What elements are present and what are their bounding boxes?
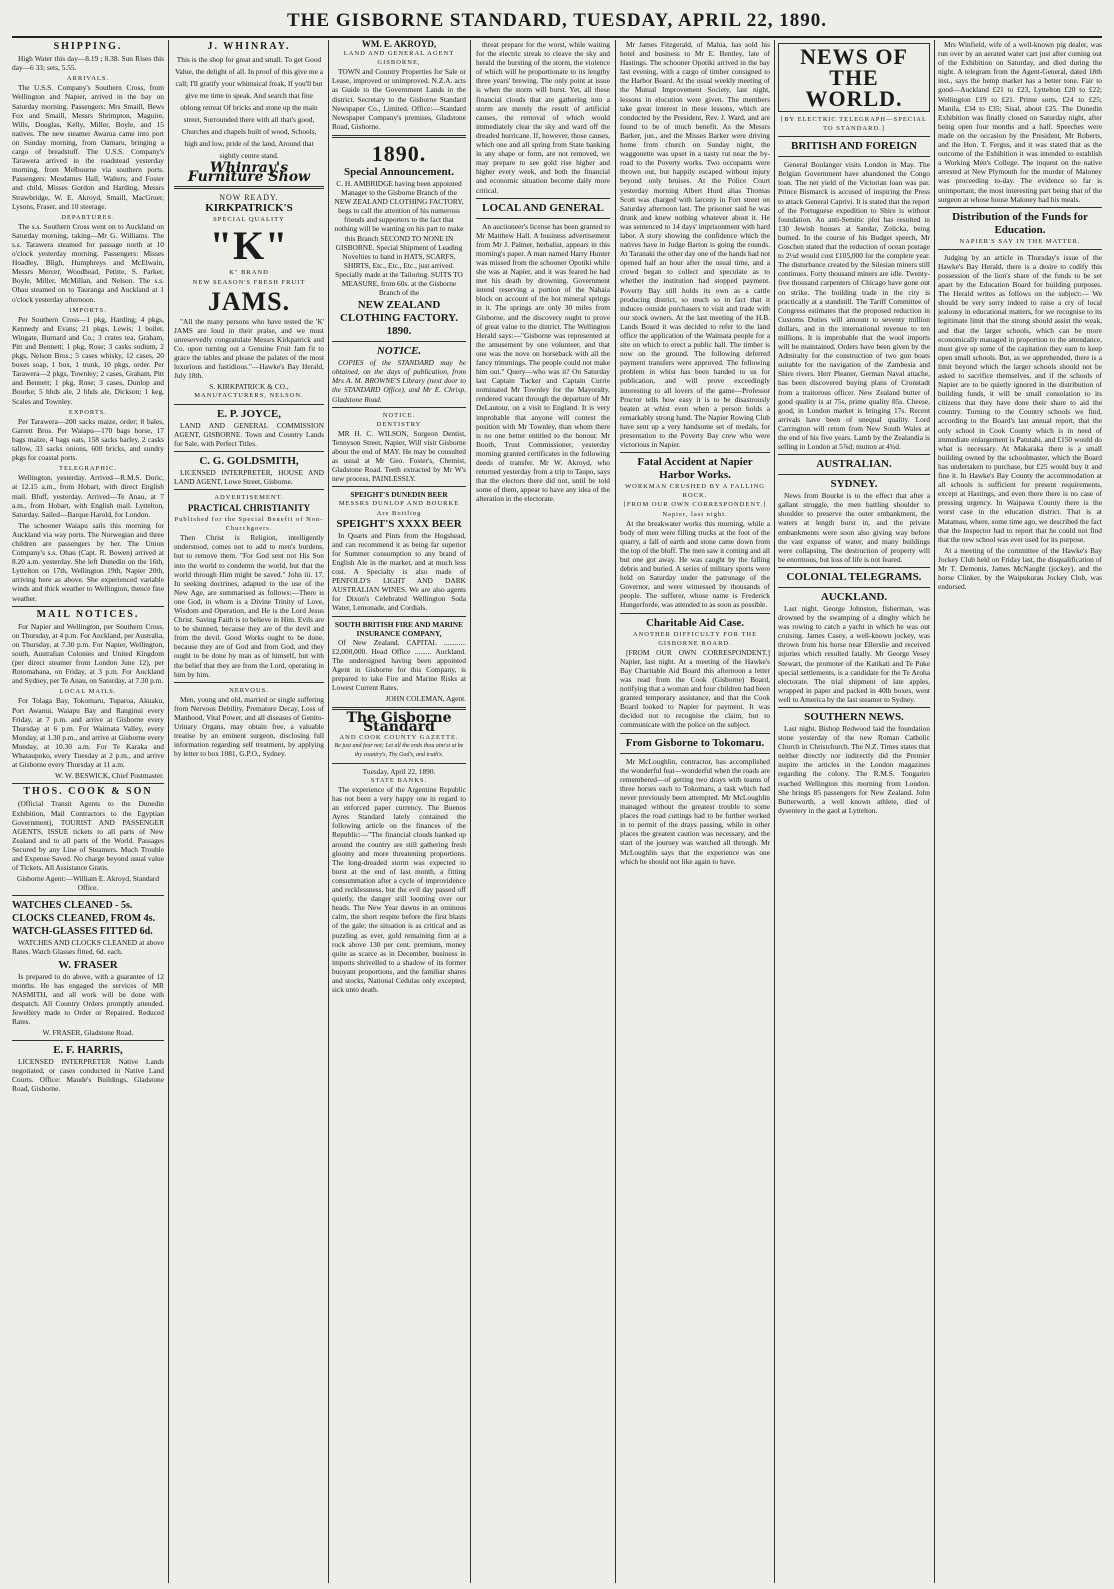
coleman-signature: JOHN COLEMAN, Agent. — [385, 694, 466, 704]
watches-line-3: WATCH-GLASSES FITTED 6d. — [12, 926, 153, 938]
divider — [620, 613, 770, 614]
kirkpatrick-heading: KIRKPATRICK'S — [205, 202, 293, 215]
auckland-text: Last night. George Johnston, fisherman, was drowned by the swamping of a dinghy which he was rowing to catch a yacht in which he was out cruising. James Casey, a well-known jockey, was thrown from his horse near Ellerslie and received injuries which resulted fatally. Mr George Vesey Stewart, the promoter of the Katikati and Te Puke special settlements, is a candidate for the Te Aroha electorate. The trial shipment of late apples, wrapped in paper and packed in 40lb boxes, went well to America by the last steamer to Sydney. — [778, 603, 930, 704]
nzcf-heading: NEW ZEALAND CLOTHING FACTORY. 1890. — [340, 299, 458, 338]
standard-subheading: AND COOK COUNTY GAZETTE. — [339, 733, 459, 741]
imports-heading: IMPORTS. — [69, 306, 107, 314]
divider — [12, 1040, 164, 1041]
practical-text: Then Christ is Religion, intelligently understood, comes not to add to men's burdens, but to remove them. "For God sent not His Son into the world to condemn the world, but that the world through Him might be saved." John iii. 17. In seeking doctrines, adapted to the use of the New Age, are summarised as follows:—There is one God, in whom is a Divine Trinity of Love, Wisdom and Operation, and He is the Lord Jesus Christ. Saving Faith is to believe in Him. Evils are to be shunned, because they are of the devil and from the devil. Good Works ought to be done, because they are of God and from God, and they ought to be done by man as of himself, but with the belief that they are from the Lord, operating in him by him. — [174, 533, 324, 679]
departures-heading: DEPARTURES. — [61, 213, 115, 221]
column-divider — [615, 40, 616, 1583]
napier-accident-from: [FROM OUR OWN CORRESPONDENT.] Napier, last night. — [623, 501, 767, 518]
charitable-text: [FROM OUR OWN CORRESPONDENT.] Napier, last night. At a meeting of the Hawke's Bay Charitable Aid Board this afternoon a letter was read from the Cook (Gisborne) Board, notifying that a woman and four children had been granted temporary assistance, and that the Cook Board looked to Napier for payment. It was decided not to recognise the claim, but to communicate with the police on the subject. — [620, 647, 770, 730]
south-british-text: Of New Zealand. CAPITAL ............ £2,000,000. Head Office ......... Auckland. The undersigned having been appointed Agent in Gisborne for this Company, is prepared to take Fire and Marine Risks at Lowest Current Rates. — [332, 637, 466, 693]
mail-heading: MAIL NOTICES. — [36, 608, 140, 620]
local-general-text: An auctioneer's license has been granted to Mr Matthew Hall. A business advertisement from Mr J. Palmer, herbalist, appears in this morning's paper. A man named Harry Hunter was missed from the schooner Opotiki while she was at Napier, and it was feared he had met his death by drowning. Government intend reserving a portion of the Nahaia block on account of the hot mineral springs in it. The springs are only 30 miles from Gisborne, and the discovery ought to prove of great value to the district. The Wellington Herald says:—"Gisborne was represented at the amusement by one volunteer, and that one was the nove on horseback with all the fancy trimmings. The people could not make him out." Query—who was it? On Saturday last Captain Tucker and Captain Currie nominated Mr Townley for the Mayoralty, rendered vacant through the departure of Mr DeLautour, on a visit to England. It is very improbable that anyone will contest the position with Mr Townley, than whom there is no one better entitled to the honour. Mr Booth, Trust Commissioner, yesterday morning granted certificates in the following deeds of transfer. Mr W. Akroyd, who returned yesterday from a trip to Taupo, says that the electors there did not, until he told some of them, appear to have any idea of the alteration in the electorate. — [476, 221, 610, 504]
fraser-text: Is prepared to do above, with a guarantee of 12 months. He has engaged the services of MR NASMITH, and all work will be done with despatch. All Country Orders promptly attended. Jewellery made to Order or Repaired. Reduced Rates. — [12, 971, 164, 1026]
postmaster-signature: W. W. BESWICK, Chief Postmaster. — [55, 771, 164, 781]
divider — [332, 616, 466, 617]
exports-text: Per Tarawera—200 sacks maize, order; 8 bales, Garrett Bros. Per Waiapu—170 bags horse, 17 bags maize, 4 bags oats, 158 sacks barley, 2 casks tallow, 33 sacks onions, 600 bricks, and sundry pkgs for coastal ports. — [12, 416, 164, 463]
goldsmith-heading: C. G. GOLDSMITH, — [199, 454, 299, 467]
practical-subheading: Published for the Special Benefit of Non-Churchgoers. — [174, 516, 324, 533]
speight-subheading: MESSRS DUNLOP AND BOURKE Are Bottling — [338, 500, 460, 517]
joyce-heading: E. P. JOYCE, — [216, 407, 282, 420]
manufacturers: MANUFACTURERS, NELSON. — [194, 392, 304, 400]
local-mails-heading: LOCAL MAILS. — [59, 688, 117, 696]
divider — [938, 207, 1102, 208]
fraser-address: W. FRASER, Gladstone Road. — [42, 1028, 134, 1038]
column-editorial — [332, 40, 610, 1583]
napier-accident-text: At the breakwater works this morning, while a body of men were filling trucks at the foot of the quarry, a fall of earth and stone came down from the top of the bluff. The men saw it coming and all but one got away. He was caught by the falling debris and buried. A series of military sports were held on Saturday under the patronage of the Governor, and were witnessed by thousands of people. The sufferer, whose name is Frederick Hungerforde, was attended to as soon as possible. — [620, 518, 770, 610]
special-announcement: Special Announcement. — [343, 165, 454, 178]
british-foreign-heading: BRITISH AND FOREIGN — [791, 140, 917, 153]
k-brand: K" BRAND — [229, 269, 269, 277]
tides-text: High Water this day—8.19 ; 8.38. Sun Rises this day—6 33; sets, 5.55. — [12, 54, 164, 73]
distribution-heading: Distribution of the Funds for Education. — [952, 210, 1088, 236]
cook-heading: THOS. COOK & SON — [23, 786, 153, 798]
local-general-heading: LOCAL AND GENERAL — [482, 201, 604, 214]
harris-heading: E. F. HARRIS, — [53, 1044, 123, 1057]
akroyd-heading: WM. E. AKROYD, — [361, 40, 437, 49]
speight-xxxx: SPEIGHT'S XXXX BEER — [336, 517, 462, 530]
subcolumn-left — [332, 40, 466, 1583]
sydney-text: News from Bourke is to the effect that after a gallant struggle, the men battling shoulder to shoulder to preserve the outer embankment, the waters at length burst in, and the private embankments were soon also giving way before the vast expanse of water, and many buildings were collapsing. The destruction of property will be enormous, but loss of life is not feared. — [778, 491, 930, 564]
state-banks-heading: STATE BANKS. — [370, 776, 428, 784]
masthead-rule — [12, 36, 1102, 38]
column-divider — [328, 40, 329, 1583]
napier-accident-subheading: WORKMAN CRUSHED BY A FALLING ROCK. — [625, 483, 765, 500]
wilson-text: MR H. C. WILSON, Surgeon Dentist, Tennyson Street, Napier, Will visit Gisborne about the end of MAY. He may be consulted as usual at Mr Geo. Foster's, Chemist, Gladstone Road. Teeth extracted by Mr W's new process, PAINLESSLY. — [332, 428, 466, 484]
divider — [778, 707, 930, 708]
divider — [174, 489, 324, 490]
standard-motto: Be just and fear not; Let all the ends thou aim'st at be thy country's, Thy God's, and truth's. — [334, 742, 464, 758]
ambridge-text: C. H. AMBRIDGE having been appointed Manager to the Gisborne Branch of the NEW ZEALAND CLOTHING FACTORY, begs to call the attention of his numerous friends and supporters to the fact that nothing will be wanting on his part to make this Branch SECOND TO NONE IN GISBORNE. Special Shipment of Leading Novelties to hand in HATS, SCARFS, SHIRTS, Etc., Etc., Etc., just arrived. Specially made at the Tailoring. SUITS TO MEASURE, from 60s. at the Gisborne Branch of the — [334, 178, 464, 298]
practical-heading: PRACTICAL CHRISTIANITY — [187, 503, 311, 514]
cook-text: (Official Transit Agents to the Dunedin Exhibition, Mail Contractors to the Egyptian Government), TOURIST AND PASSENGER AGENTS, ISSUE tickets to all parts of New Zealand and to all parts of the World. Passages Secured by any Line of Steamers. Much Trouble and Expense Saved. No charge beyond usual value of Tickets. All Assistance Gratis. — [12, 799, 164, 873]
akroyd-subheading: LAND AND GENERAL AGENT GISBORNE, — [343, 50, 455, 67]
column-divider — [168, 40, 169, 1583]
divider — [476, 218, 610, 219]
nervous-heading: NERVOUS. — [229, 686, 269, 694]
southern-text: Last night. Bishop Redwood laid the foundation stone yesterday of the new Roman Catholic Church in Christchurch. The N.Z. Times states that neither directly nor indirectly did the Premier inspire the articles in the London magazines regarding the colony. The R.M.S. Tongariro reached Wellington this morning from London. She brings 85 passengers for New Zealand. John Butterworth, a well known athlete, died of dysentery in the gaol at Lyttelton. — [778, 723, 930, 815]
jockey-club-text: At a meeting of the committee of the Hawke's Bay Jockey Club held on Friday last, the disqualification of Mr T. Demonis, James McNaught (jockey), and the horse Clinker, by the Waipukurau Jockey Club, was endorsed. — [938, 545, 1102, 592]
divider — [476, 198, 610, 199]
divider — [778, 474, 930, 475]
news-of-world-box — [778, 43, 930, 112]
divider — [620, 733, 770, 734]
charitable-subheading: ANOTHER DIFFICULTY FOR THE GISBORNE BOARD. — [632, 630, 758, 647]
column-local-news — [620, 40, 770, 1583]
notice-text: COPIES of the STANDARD may be obtained, on the days of publication, from Mrs A. M. BROWNE'S Library (next door to the STANDARD Office), and Mr E. Chrisp, Gladstone Road. — [332, 358, 466, 404]
whinray-poem: This is the shop for great and small. To get Good Value, the delight of all. In proof of this give me a call; I'll gratify your whimsical freak, If you'll but give me time to speak. And search that fine oblong retreat Of bricks and stone up the main street, Surrounded there with all that's good, Churches and chapels built of wood, Schools, high and low, pride of the land, Around that sightly centre stand. — [175, 55, 323, 161]
watches-text: WATCHES AND CLOCKS CLEANED at above Rates. Watch Glasses fitted, 6d. each. — [12, 938, 164, 957]
notice-heading: NOTICE. — [376, 345, 422, 358]
jams-heading: JAMS. — [207, 286, 291, 316]
general-news-text: Mrs Winfield, wife of a well-known pig dealer, was run over by an aerated water cart just after coming out of the Exhibition on Saturday, and died during the night. A telegram from the Agent-General, dated 18th inst., says the hemp market has a better tone. Fair to good—Auckland £21 to £23, Lyttelton £20 to £22; Wellington £19 to £21. Prime sorts, £24 to £25; Manila, £34 to £35; Sisal, about £25. The Dunedin Exhibition was finally closed on Saturday night, after being open four months and a half. Speeches were made on the occasion by the President, Mr Roberts, and the Hon. T. Fergus, and it was stated that as the outcome of the Exhibition it was intended to establish a Working Men's College. The inquest on the native arrested at New Plymouth for the murder of Maloney was proceeding to-day. The evidence so far is unimportant, the most interesting part being that of the surgeon at whose house Maloney had his meals. — [938, 40, 1102, 204]
joyce-text: LAND AND GENERAL COMMISSION AGENT, GISBORNE. Town and Country Lands for Sale, with Perfect Titles. — [174, 420, 324, 448]
column-education — [938, 40, 1102, 1583]
jams-text: "All the many persons who have tested the 'K' JAMS are loud in their praise, and we must unreservedly congratulate Messrs Kirkpatrick and Co. upon turning out a Genuine Fruit Jam fit to grace the tables and please the palates of the most luxurious and fastidious."—Hawke's Bay Herald, July 18th. — [174, 316, 324, 381]
exports-heading: EXPORTS. — [68, 408, 108, 416]
speight-text: In Quarts and Pints from the Hogshead, and can recommend it as being far superior for Summer consumption to any brand of English Ale in the market, and at much less cost. A Specialty is also made of PENFOLD'S LIGHT AND DARK AUSTRALIAN WINES. We are also agents for Dixon's Celebrated Wellington Soda Water, Lemonade, and Cordials. — [332, 530, 466, 613]
column-divider — [774, 40, 775, 1583]
divider — [778, 156, 930, 157]
akroyd-text: TOWN and Country Properties for Sale or Lease, improved or unimproved. N.Z.A. acts as Guide to the Government Lands in the district. Secretary to the Gisborne Standard Newspaper Co., Limited. Office:—Standard Newspaper Company's premises, Gladstone Road, Gisborne. — [332, 67, 466, 131]
divider — [12, 895, 164, 896]
local-mails-text: For Tolaga Bay, Tokomaru, Tuparoa, Akuaku, Port Awanui, Waiapu Bay and Ranginui every Friday, at 7 p.m. and arrive at Gisborne every Thursday at 6 p.m. For Waimata Valley, every Monday, at 1.30 p.m., and arrive at Gisborne every Monday, at 10.30 a.m. For Te Karaka and Whataupoko, every Tuesday at 2 p.m., and arrive at Gisborne every Thursday at 11 a.m. — [12, 696, 164, 770]
standard-heading: The Gisborne Standard — [346, 710, 452, 736]
column-advertisements — [174, 40, 324, 1583]
divider — [174, 451, 324, 452]
divider — [778, 454, 930, 455]
departures-text: The s.s. Southern Cross went on to Auckland on Saturday morning, taking—Mr G. Williams. The s.s. Tarawera steamed for passage north at 10 o'clock yesterday morning. Passengers: Misses Hoadley, Bligh, Humphreys and McElwain, Messrs Mercer, Woodhead, Petitte, S. Parker, Boyle, Miller, McMillan, and Nelson. The s.s. Ohau steamed on to Tauranga and Auckland at 1 o'clock yesterday afternoon. — [12, 221, 164, 304]
schooner-text: The schooner Waiapu sails this morning for Auckland via way ports. The Norwegian and three children are passengers by her. The Union Company's s.s. Ohau (Capt. R. Bowen) arrived at 8.20 a.m. yesterday. She left Dunedin on the 16th, Lyttelton on 17th, Wellington 19th, Napier 20th, arriving here as above. She experienced variable winds and thick weather to Wellington, thence fine weather. — [12, 520, 164, 603]
colonial-heading: COLONIAL TELEGRAMS. — [786, 570, 922, 583]
distribution-text: Judging by an article in Thursday's issue of the Hawke's Bay Herald, there is a desire to codify this possession of the lion's share of the funds to be set apart by the Education Board for building purposes. The Herald writes as follows on the subject:— We should be very sorry indeed to raise a cry of local jealousy in educational matters, for we recognise to its legitimate limit that the strong should assist the weak, and that the larger schools, which can be more economically managed in proportion to the attendance, must give up some of the capitation they earn to keep open small schools. But, as we apprehended, there is a limit beyond which the larger schools should not be asked to sacrifice themselves, and if the schools of Napier are to be quietly ignored in the distribution of building funds, it will be small consolation to its citizens that they have done their share to aid the country. Turning to the Country schools we find, according to the Board's last annual report, that the only school in Cook County which is in need of immediate enlargement is Patutahi, and £150 would do what is necessary. At Makaraka there is a small building owned by the schoolmaster, which the Board has undertaken to purchase, but £25 would buy it and fine it. In Hawke's Bay County the accommodation at all schools is sufficient for present requirements, except at Hastings, and even there there is no case of pressing urgency. In Waipawa County there is the worst case in the education district. That is at Matamau, where, some time ago, we described the fact that the Inspector had to report that he could not find that the new school was ever used for its purpose. — [938, 252, 1102, 544]
divider — [174, 404, 324, 405]
napier-accident-heading: Fatal Accident at Napier Harbor Works. — [637, 456, 753, 482]
watches-line-1: WATCHES CLEANED - 5s. — [12, 900, 133, 912]
sydney-heading: SYDNEY. — [830, 478, 878, 491]
divider — [778, 136, 930, 137]
arrivals-text: The U.S.S. Company's Southern Cross, from Wellington and Napier, arrived in the bay on Saturday morning. Passengers: Mrs Smaill, Bews Fox and Smaill, Messrs Shrimpton, Maguire, Wills, Douglas, Kelly, Miller, Boyle, and 15 natives. The new steamer Awarua came into port on Sunday morning, from Oamaru, bringing a cargo of breadstuff. The U.S.S. Company's Tarawera arrived in the roadstead yesterday morning, from Melbourne via southern ports. Passengers: Mesdames Hall, Walters, and Foster and child, Misses Gordon and Harding, Messrs Strawbridge, W. E. Akroyd, Smaill, MacGruer, Lysons, Fraser, and 10 steerage. — [12, 83, 164, 211]
local-news-text: Mr James Fitzgerald, of Mahia, has sold his hotel and business to Mr E. Bentley, late of Hastings. The schooner Opotiki arrived in the bay last evening, with a cargo of timber consigned to the Harbor Board. At the usual weekly meeting of the Mutual Improvement Society, last night, lessons in elocution were given. The members take great interest in these lessons, which are conducted by the President, Rev. J. Ward, and are found to be of much benefit. As the Messrs Barker, jun., and the Misses Barker were driving home from church on Sunday night, the waggonette was upset in a nasty rut near the by-road to the Poverty works. Two occupants were thrown out, but happily escaped without injury beyond only bruises. At the Police Court yesterday morning Albert Hurd alias Thomas Scott was charged with larceny in Fort street on Saturday afternoon last. The prisoner said he was drunk and knew nothing whatever about it. He was sentenced to 14 days' imprisonment with hard labor. A story showing the confidence which the natives have in Judge Barton is going the rounds. At Taranaki the other day one of the hands had not opened half an hour after the usual time, and a crowd began to collect and speculate as to whether the institution had stopped payment. Poverty Bay still holds its own as a cattle producing district, so much so in fact that it induces outside purchasers to visit and trade with our stock owners. At the last meeting of the H.B. Lands Board it was decided to refer to the land office the application of the Waimata people for a site on which to erect a public hall. The timber is now on the ground. The following deferred payment transfers were approved. The following problem in whist has been handed to us for publication, and will prove exceedingly interesting to all lovers of the game—Professor Proctor tells how easy it is to be disastrously beaten at whist even when a person holds a remarkably strong hand. The Napier Rowing Club have sent up a very handsome set of medals, for presentation to the Poverty Bay crew who were victorious in Napier. — [620, 40, 770, 450]
speight-heading: SPEIGHT'S DUNEDIN BEER — [350, 490, 448, 500]
divider — [174, 682, 324, 683]
k-brand-mark: "K" — [209, 223, 289, 269]
now-ready: NOW READY. — [219, 193, 279, 203]
divider — [938, 249, 1102, 250]
cook-agent: Gisborne Agent:—William E. Akroyd, Standard Office. — [16, 874, 160, 893]
fraser-heading: W. FRASER — [58, 958, 118, 971]
british-foreign-text: General Boulanger visits London in May. The Belgian Government have abandoned the Congo loan. The net yield of the Victorian loan was par. Prince Bismarck is accused of inspiring the Press to attack General Caprivi. It is stated that the report of the Portuguese expedition to Shire is without foundation. An anti-Semitic plot has resulted in 130 Jewish houses at Sandar, Zolicka, being burned. In the course of his Budget speech, Mr Goschen stated that the reduction of ocean postage to 2½d would cost £105,000 for the complete year. The disturbance created by the Silesian miners still continues. Forty thousand miners are idle. Twenty-five thousand carpenters of Chicago have gone out on strike. The building trade in the city is practically at a standstill. The Tariff Committee of Congress estimates that the proposed reduction in Customs Duties will amount to seventy million dollars, and in the international revenue to ten millions. It is improbable that the wool imports will be maintained. Orders have been given by the Admiralty for the construction of two gun boats suitable for the navigation of the Zambesia and Shire rivers. Herr Pleaner, German Naval attache, has been discovered buying plans of Cronstadt from a traitorous officer. New Zealand butter of good quality is at 75s, prime quality 85s. Cheese, good, in London market is bringing 17s. Recent arrivals have been of unequal quality. Lord Carrington will return from New South Wales at the end of his five years. Lamb by the Zealandia is selling in London at 5⅞d; mutton at 4¾d. — [778, 160, 930, 452]
nervous-text: Men, young and old, married or single suffering from Nervous Debility, Premature Decay, Loss of Manhood, Vital Power, and all diseases of Genito-Urinary Organs, may obtain free, a valuable treatise by an eminent surgeon, disclosing full information regarding self treatment, by applying by letter to box 1081, G.P.O., Sydney. — [174, 694, 324, 759]
auckland-heading: AUCKLAND. — [820, 590, 888, 603]
divider — [12, 783, 164, 784]
divider — [332, 407, 466, 408]
southern-heading: SOUTHERN NEWS. — [804, 710, 904, 723]
mail-text: For Napier and Wellington, per Southern Cross, on Thursday, at 4 p.m. For Auckland, per Australia, on Thursday, at 7.30 p.m. For Napier, Wellington, south, Australian Colonies and United Kingdom (per direct steamer from London June 12), per Rotomahana, on Friday, at 3 p.m. For Auckland and Sydney, per Te Anau, on Saturday, at 7.30 p.m. — [12, 621, 164, 686]
new-season: NEW SEASON'S FRESH FRUIT — [192, 278, 306, 286]
telegraphic-heading: TELEGRAPHIC. — [58, 465, 118, 473]
charitable-heading: Charitable Aid Case. — [645, 616, 745, 629]
kirkpatrick-co: S. KIRKPATRICK & CO., — [209, 382, 289, 392]
state-banks-continued: threat prepare for the worst, while waiting for the electric streak to cleave the sky and herald the bursting of the storm, the violence of which will be proportionate to its lengthy three years' brewing. The only point at issue is when the storm will burst. Yet, all these financial clouds that are gathering into a storm are merely the result of artificial causes, the removal of which would immediately clear the sky and ward off the dreaded hurricane. If, however, those causes, which one and all spring from State banking in any shape or form, are not removed, we may prepare to see gold rise higher and higher every week, and both the financial and economic situation become daily more critical. — [476, 40, 610, 195]
notice2-heading: NOTICE. — [382, 411, 416, 419]
divider — [778, 567, 930, 568]
divider — [12, 606, 164, 607]
tokomaru-heading: From Gisborne to Tokomaru. — [625, 736, 765, 749]
whinray-show: Whinray's Furniture Show — [187, 160, 311, 186]
watches-line-2: CLOCKS CLEANED, FROM 4s. — [12, 913, 156, 925]
special-quality: SPECIAL QUALITY — [213, 216, 285, 224]
subcolumn-right — [476, 40, 610, 1583]
goldsmith-text: LICENSED INTERPRETER, HOUSE AND LAND AGENT, Lowe Street, Gisborne. — [174, 467, 324, 486]
divider — [620, 452, 770, 453]
divider — [332, 135, 466, 138]
harris-text: LICENSED INTERPRETER Native Lands negotiated, or cases conducted in Native Land Courts. Office: Maude's Buildings, Gladstone Road, Gisborne. — [12, 1057, 164, 1094]
divider — [332, 341, 466, 342]
news-of-world-heading: NEWS OF THE WORLD. — [800, 44, 908, 111]
whinray-heading: J. WHINRAY. — [207, 41, 291, 52]
advertisement-label: ADVERTISEMENT. — [214, 493, 284, 501]
telegraph-note: [BY ELECTRIC TELEGRAPH—SPECIAL TO STANDARD.] — [781, 116, 927, 133]
distribution-subheading: NAPIER'S SAY IN THE MATTER. — [959, 237, 1081, 245]
masthead-title: THE GISBORNE STANDARD, TUESDAY, APRIL 22, 1890. — [286, 10, 828, 31]
issue-date: Tuesday, April 22, 1890. — [362, 766, 436, 776]
shipping-heading: SHIPPING. — [53, 41, 123, 52]
column-shipping — [12, 40, 164, 1583]
divider — [332, 486, 466, 487]
australian-heading: AUSTRALIAN. — [816, 458, 892, 471]
telegraphic-text: Wellington, yesterday. Arrived—R.M.S. Doric, at 12.15 a.m., from Hobart, with direct English mail. Bluff, yesterday. Arrived—Te Anau, at 7 a.m., from Hobart, with English mail. Lyttelton, Saturday. Sailed—Barque Harold, for London. — [12, 473, 164, 519]
divider — [332, 763, 466, 764]
year-heading: 1890. — [371, 140, 427, 166]
dentistry-heading: DENTISTRY — [376, 420, 422, 428]
divider — [174, 186, 324, 189]
tokomaru-text: Mr McLoughlin, contractor, has accomplished the wonderful feat—wonderful when the roads are remembered—of getting two drays with teams of three horses each to Tokomaru, a task which had never previously been attempted. Mr McLoughlin managed without the greatest trouble to some places the road cuttings had to be further worked in to permit of the drays passing, while in other places the greatest caution was necessary, and the start of the journey was watched all through. Mr McLoughlin says that the experience was one which he should not like again to have. — [620, 756, 770, 866]
imports-text: Per Southern Cross—1 pkg, Harding; 4 pkgs, Kennedy and Evans; 21 pkgs, Lewis; 1 boiler, Wingate, Burnard and Co.; 3 crates tea, Graham, Pitt and Bennett; 1 pkg, Rose; 3 casks sodium, 2 pkgs, Nelson Bros.; 5 cases whisky, 12 cases, 20 boxes soap, 1 box, 1 trunk, 10 pkgs, order. Per Tarawera—2 pkgs, Townley; 2 cases, Graham, Pitt and Bennett; 1 pkg, Rose; 3 cases, Dunlop and Bourke; 5 hhds ale, 2 hhds ale, Dickson; 1 keg, Scales and Townley. — [12, 314, 164, 406]
state-banks-text: The experience of the Argentine Republic has not been a very happy one in regard to an enforced paper currency. The Buenos Ayres Standard lately contained the following article on the finances of the Republic:—"The financial clouds banked up around the country are still gathering fresh gloomy and more threatening proportions. The long-dreaded storm was expected to burst at the end of last month, a fitting consummation after a cycle of improvidence and recklessness, but the evil day passed off quietly, the danger still looming over our heads. The New Year dawns in an ominous calm, the short respite before the first blasts of the gale; the situation is as critical and as puzzling as ever, gold remaining firm at a rock above 130 per cent. premium, money quite as scarce as in December, business in imports shrivelled to a shadow of its former buoyant proportions, and the familiar shares and stocks, National Cedulas only excepted, sick unto death. — [332, 785, 466, 995]
divider — [620, 753, 770, 754]
divider — [778, 587, 930, 588]
column-world-news — [778, 40, 930, 1583]
column-divider — [934, 40, 935, 1583]
arrivals-heading: ARRIVALS. — [66, 75, 110, 83]
south-british-heading: SOUTH BRITISH FIRE AND MARINE INSURANCE COMPANY, — [334, 619, 464, 638]
